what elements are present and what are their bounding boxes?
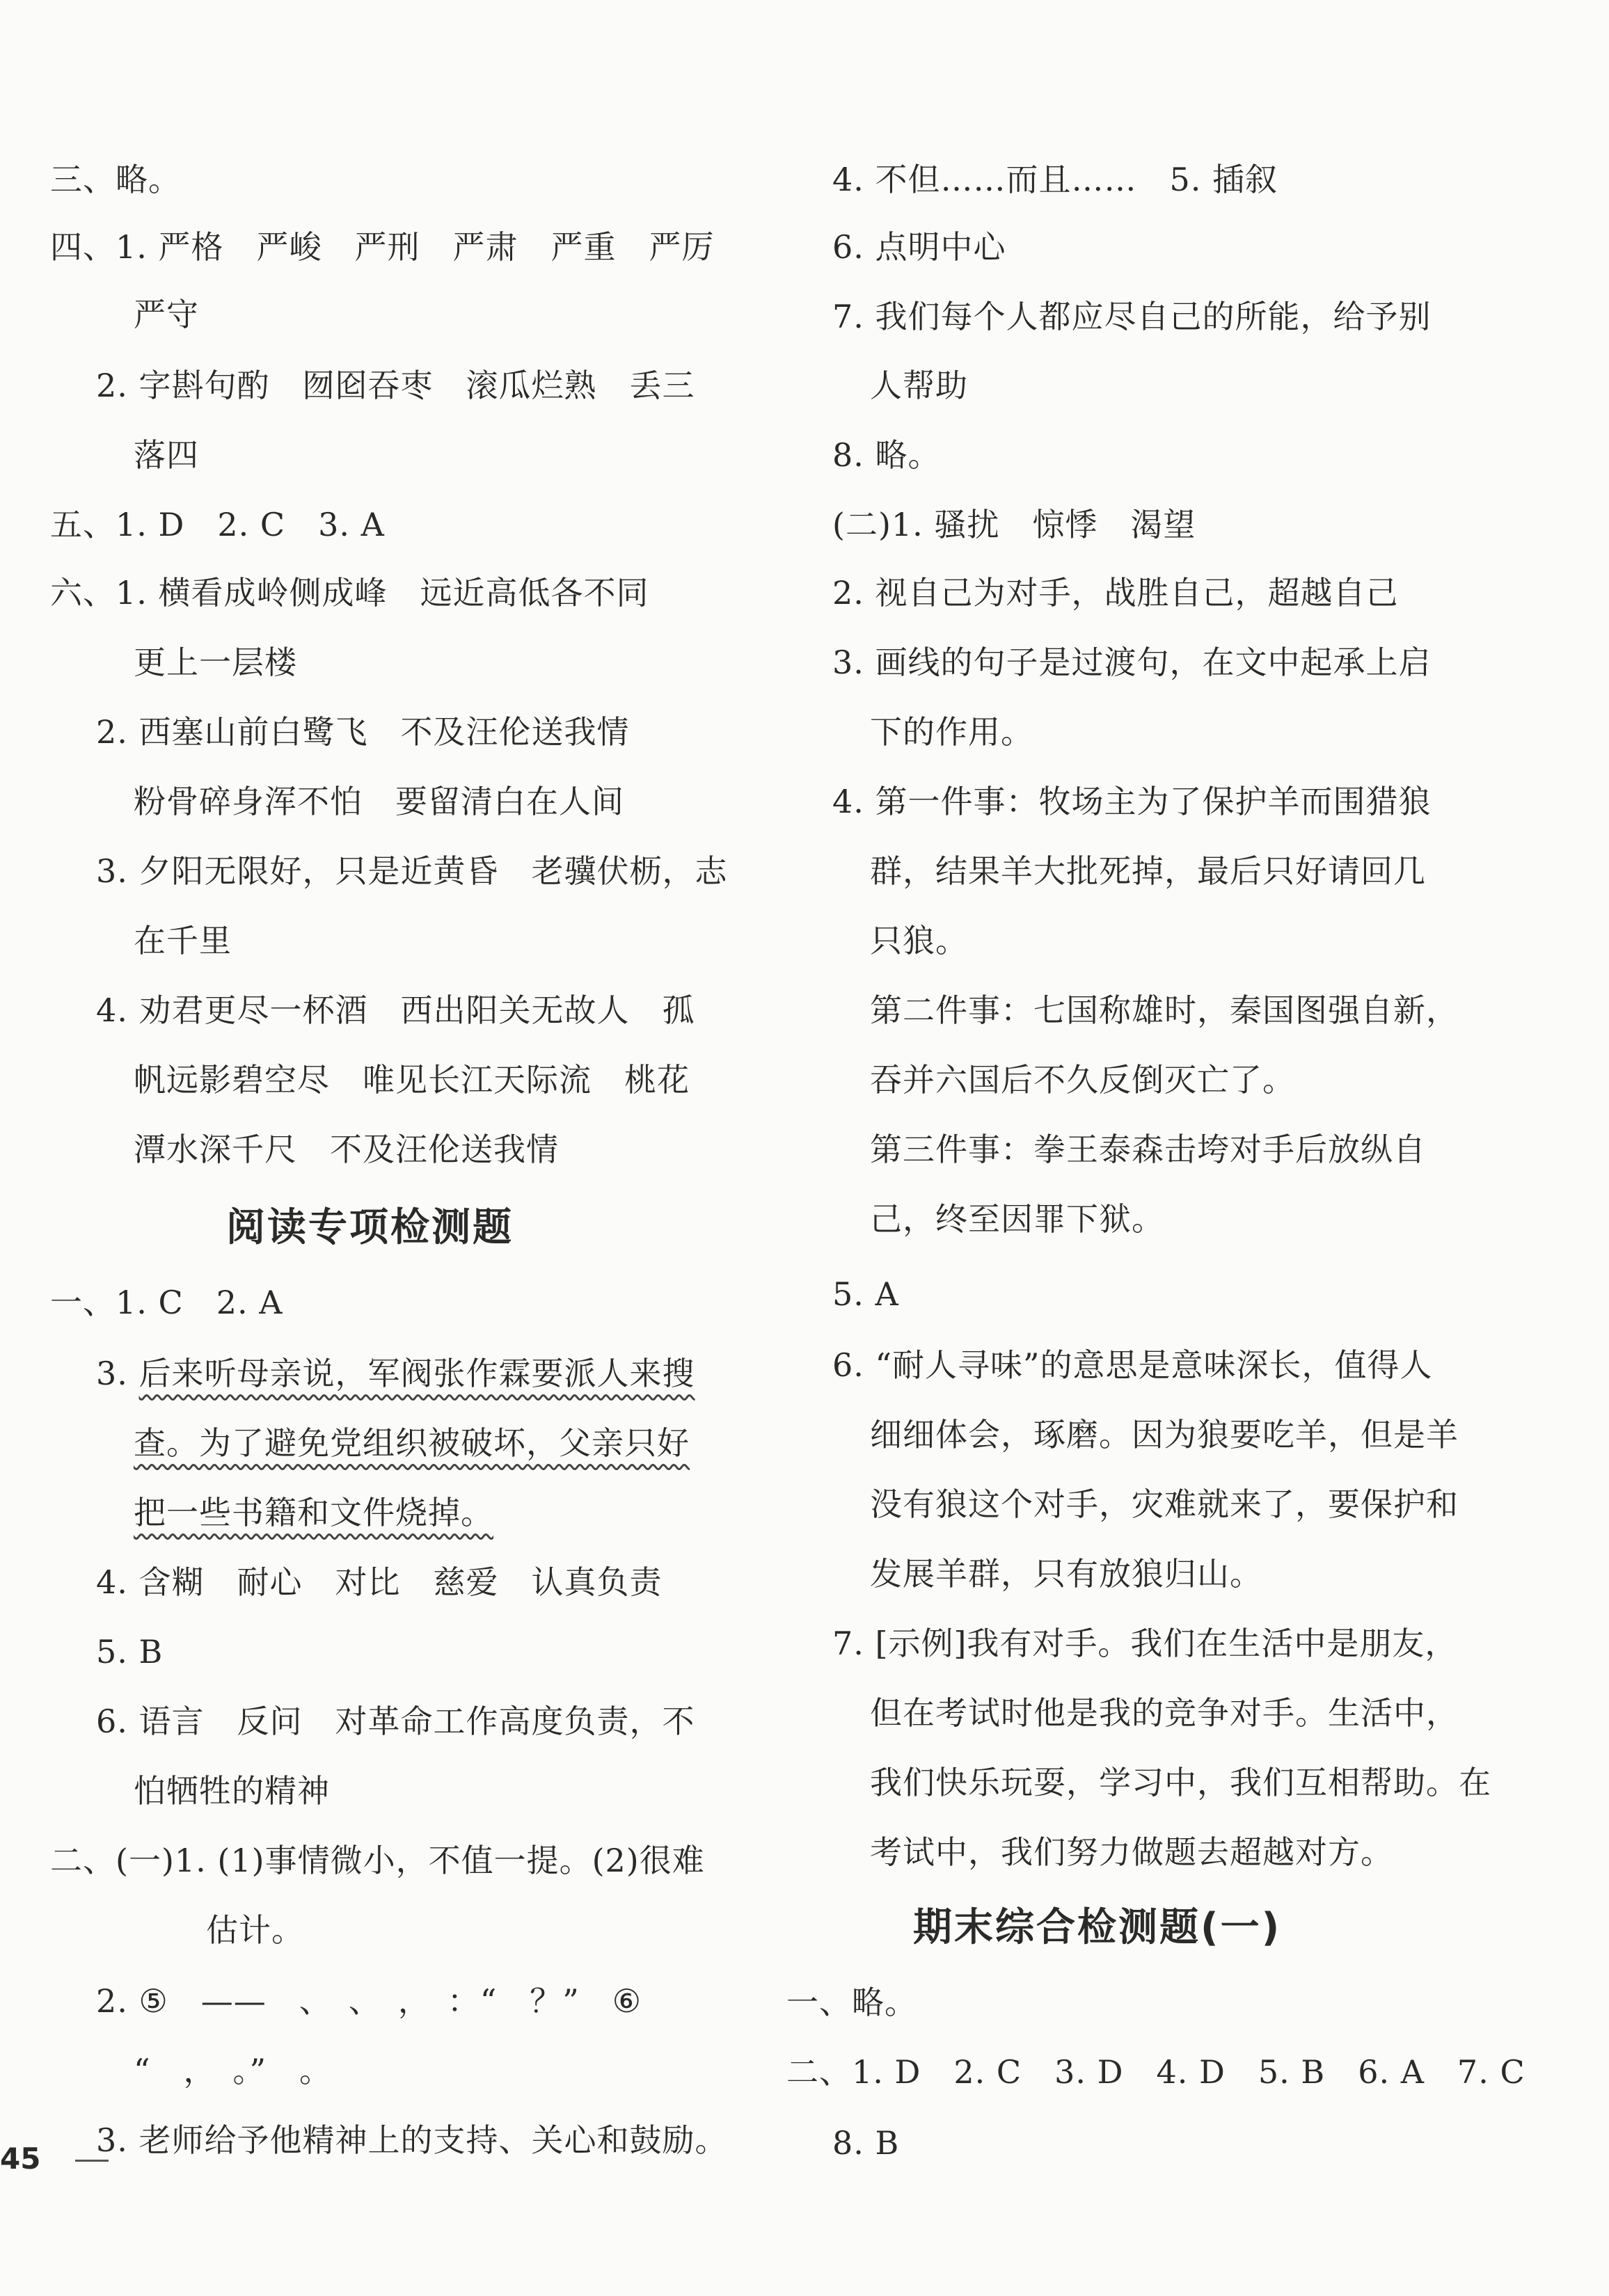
answer-line: 一、略。 (786, 1984, 917, 2021)
underlined-sentence: 把一些书籍和文件烧掉。 (134, 1494, 493, 1531)
answer-line: 3. 老师给予他精神上的支持、关心和鼓励。 (96, 2121, 728, 2159)
answer-line: 4. 含糊 耐心 对比 慈爱 认真负责 (96, 1563, 663, 1601)
answer-line: 发展羊群，只有放狼归山。 (870, 1555, 1262, 1593)
answer-line: (二)1. 骚扰 惊悸 渴望 (832, 506, 1196, 543)
underlined-sentence: 后来听母亲说，军阀张作霖要派人来搜 (138, 1355, 695, 1392)
answer-line: 三、略。 (50, 161, 181, 198)
answer-line: 6. “耐人寻味”的意思是意味深长，值得人 (832, 1346, 1433, 1384)
section-heading-reading: 阅读专项检测题 (226, 1205, 514, 1250)
answer-line: 下的作用。 (870, 713, 1033, 751)
answer-line: 我们快乐玩耍，学习中，我们互相帮助。在 (870, 1764, 1491, 1801)
answer-line: 落四 (134, 436, 199, 474)
answer-line: 7. [示例]我有对手。我们在生活中是朋友， (832, 1625, 1458, 1662)
answer-line: 五、1. D 2. C 3. A (50, 506, 385, 543)
answer-line: 6. 点明中心 (832, 228, 1006, 266)
page-number: 45 (0, 2142, 41, 2176)
answer-line: 粉骨碎身浑不怕 要留清白在人间 (134, 783, 624, 820)
answer-line: 4. 劝君更尽一杯酒 西出阳关无故人 孤 (96, 991, 695, 1029)
section-heading-final: 期末综合检测题(一) (913, 1905, 1282, 1950)
answer-line: 6. 语言 反问 对革命工作高度负责，不 (96, 1703, 695, 1740)
answer-line: 一、1. C 2. A (50, 1284, 283, 1321)
answer-line: 2. ⑤ —— 、 、 ， ：“ ？” ⑥ (96, 1982, 642, 2020)
answer-line: 第三件事：拳王泰森击垮对手后放纵自 (870, 1131, 1426, 1168)
answer-line: 怕牺牲的精神 (134, 1772, 330, 1810)
answer-line: 估计。 (206, 1911, 304, 1949)
answer-line: 二、(一)1. (1)事情微小，不值一提。(2)很难 (50, 1842, 705, 1879)
answer-line: 8. 略。 (832, 436, 941, 474)
answer-line: 在千里 (134, 922, 232, 959)
answer-line: 二、1. D 2. C 3. D 4. D 5. B 6. A 7. C (786, 2053, 1525, 2091)
item-number: 3. (96, 1355, 139, 1392)
answer-line: 严守 (134, 296, 199, 333)
answer-line: 没有狼这个对手，灾难就来了，要保护和 (870, 1485, 1459, 1523)
underlined-sentence: 查。为了避免党组织被破坏，父亲只好 (134, 1424, 690, 1462)
answer-line: 7. 我们每个人都应尽自己的所能，给予别 (832, 298, 1432, 335)
answer-line: 2. 视自己为对手，战胜自己，超越自己 (832, 574, 1399, 612)
answer-line: 更上一层楼 (134, 644, 297, 681)
answer-line: 潭水深千尺 不及汪伦送我情 (134, 1131, 559, 1168)
answer-line: 3. 画线的句子是过渡句，在文中起承上启 (832, 644, 1432, 681)
answer-line: 但在考试时他是我的竞争对手。生活中， (870, 1694, 1459, 1732)
answer-line: 2. 字斟句酌 囫囵吞枣 滚瓜烂熟 丢三 (96, 367, 695, 404)
answer-line: 细细体会，琢磨。因为狼要吃羊，但是羊 (870, 1416, 1459, 1453)
answer-line: 第二件事：七国称雄时，秦国图强自新， (870, 991, 1459, 1029)
answer-line: 4. 第一件事：牧场主为了保护羊而围猎狼 (832, 783, 1432, 820)
answer-line: 考试中，我们努力做题去超越对方。 (870, 1833, 1393, 1871)
answer-line: 帆远影碧空尽 唯见长江天际流 桃花 (134, 1061, 690, 1099)
answer-line (96, 1353, 695, 1394)
answer-line: 5. B (96, 1633, 164, 1671)
answer-line: 8. B (832, 2124, 900, 2162)
answer-line: 群，结果羊大批死掉，最后只好请回几 (870, 852, 1426, 890)
answer-line: 5. A (832, 1275, 899, 1313)
answer-line: 4. 不但……而且…… 5. 插叙 (832, 161, 1278, 198)
answer-line: 六、1. 横看成岭侧成峰 远近高低各不同 (50, 574, 649, 612)
answer-line: 人帮助 (870, 367, 968, 404)
answer-line: 只狼。 (870, 922, 968, 959)
answer-line: “ ， 。” 。 (134, 2052, 333, 2089)
answer-line: 2. 西塞山前白鹭飞 不及汪伦送我情 (96, 713, 630, 751)
answer-line: 己，终至因罪下狱。 (870, 1200, 1164, 1238)
footer-dash (75, 2160, 109, 2162)
answer-line: 吞并六国后不久反倒灭亡了。 (870, 1061, 1295, 1099)
answer-line: 3. 夕阳无限好，只是近黄昏 老骥伏枥，志 (96, 852, 728, 890)
answer-line: 四、1. 严格 严峻 严刑 严肃 严重 严厉 (50, 228, 715, 266)
